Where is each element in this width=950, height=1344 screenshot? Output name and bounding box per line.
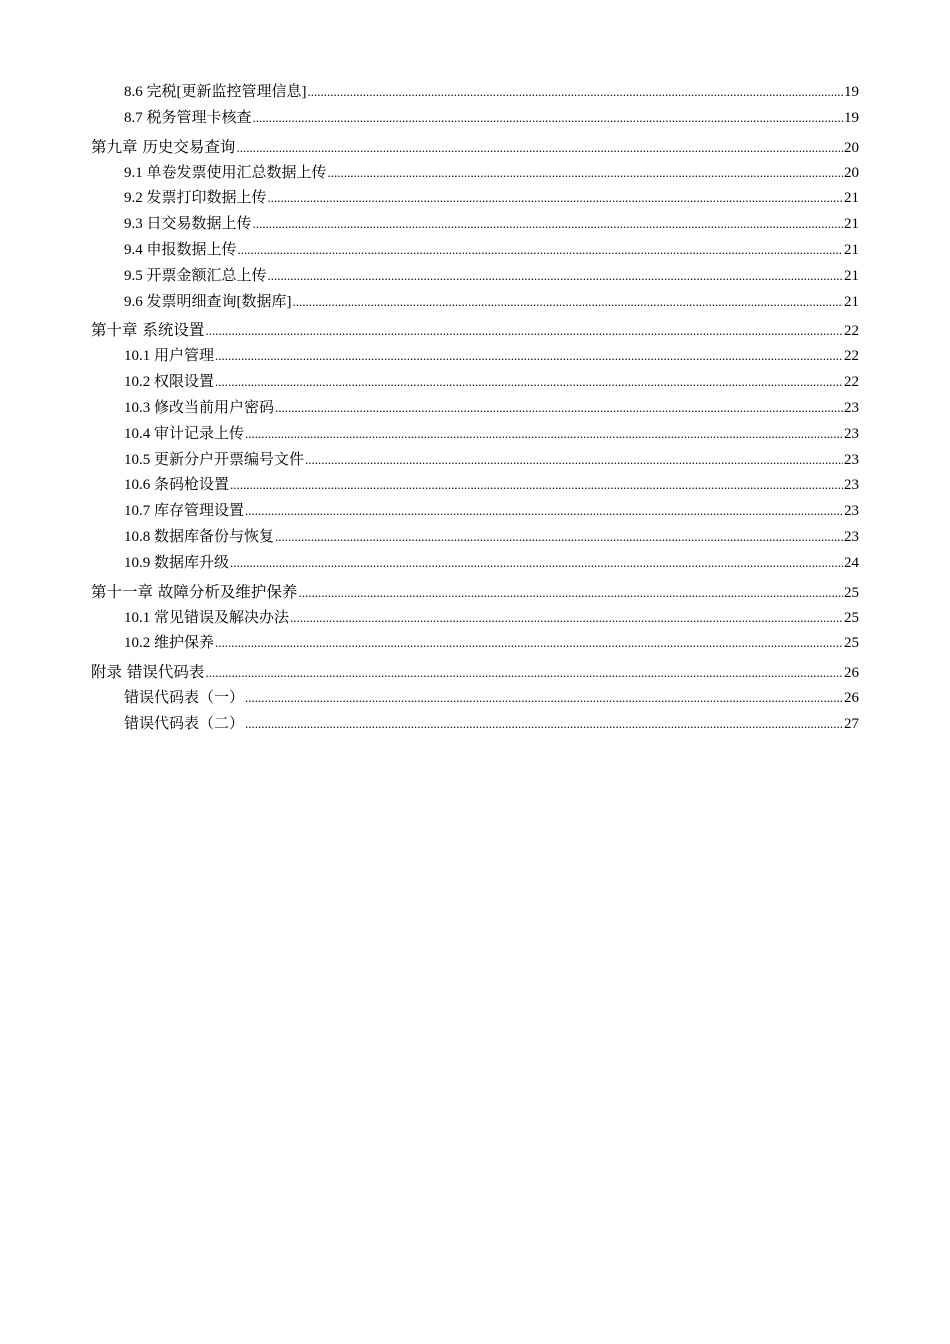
dot-leader [275,400,843,416]
toc-entry[interactable] [0,422,950,448]
toc-page-number: 21 [844,190,859,207]
toc-page-number: 20 [844,139,859,156]
toc-page-number: 21 [844,267,859,284]
toc-entry[interactable] [0,551,950,577]
toc-entry-label: 9.5 开票金额汇总上传 [124,267,267,284]
toc-entry[interactable] [0,80,950,106]
dot-leader [245,426,843,442]
toc-entry[interactable] [0,370,950,396]
toc-chapter-entry[interactable] [0,132,950,161]
toc-chapter-entry[interactable] [0,657,950,686]
toc-page-number: 26 [844,665,859,682]
dot-leader [205,323,843,339]
toc-page-number: 21 [844,241,859,258]
toc-page-number: 22 [844,323,859,340]
toc-entry[interactable] [0,473,950,499]
toc-entry-label: 错误代码表（二） [124,715,245,732]
toc-entry-label: 9.3 日交易数据上传 [124,216,252,233]
toc-entry-label: 10.2 维护保养 [124,635,215,652]
toc-page-number: 25 [844,635,859,652]
toc-entry[interactable] [0,106,950,132]
toc-entry[interactable] [0,712,950,738]
toc-chapter-label: 第十章 系统设置 [91,321,205,340]
toc-entry[interactable] [0,290,950,316]
toc-entry-label: 10.5 更新分户开票编号文件 [124,451,305,468]
dot-leader [215,374,843,390]
toc-entry-label: 10.7 库存管理设置 [124,503,245,520]
toc-page-number: 22 [844,374,859,391]
toc-page-number: 23 [844,425,859,442]
dot-leader [268,268,843,284]
dot-leader [290,610,843,626]
dot-leader [305,452,843,468]
toc-page-number: 25 [844,609,859,626]
toc-entry-label: 10.8 数据库备份与恢复 [124,528,275,545]
toc-page-number: 22 [844,348,859,365]
dot-leader [253,216,843,232]
toc-entry-label: 10.1 常见错误及解决办法 [124,609,290,626]
dot-leader [205,665,843,681]
dot-leader [230,555,843,571]
toc-chapter-entry[interactable] [0,315,950,344]
toc-entry[interactable] [0,344,950,370]
toc-entry[interactable] [0,396,950,422]
toc-entry-label: 8.6 完税[更新监控管理信息] [124,84,307,100]
toc-chapter-label: 第十一章 故障分析及维护保养 [91,582,298,601]
dot-leader [236,140,843,156]
dot-leader [238,242,843,258]
dot-leader [268,190,843,206]
toc-entry-label: 10.9 数据库升级 [124,554,230,571]
toc-page-number: 20 [844,164,859,181]
toc-chapter-label: 附录 错误代码表 [91,663,205,682]
dot-leader [230,477,843,493]
table-of-contents [0,80,950,738]
dot-leader [328,165,843,181]
toc-entry[interactable] [0,186,950,212]
toc-entry[interactable] [0,686,950,712]
toc-entry[interactable] [0,606,950,632]
dot-leader [293,294,844,310]
toc-page-number: 19 [844,84,859,100]
toc-entry-label: 10.6 条码枪设置 [124,477,230,494]
dot-leader [215,635,843,651]
toc-page-number: 27 [844,715,859,732]
toc-entry[interactable] [0,448,950,474]
toc-page-number: 23 [844,503,859,520]
dot-leader [245,716,843,732]
toc-entry-label: 错误代码表（一） [124,690,245,707]
toc-entry-label: 10.3 修改当前用户密码 [124,399,275,416]
toc-page-number: 23 [844,399,859,416]
toc-page-number: 23 [844,528,859,545]
toc-page-number: 25 [844,584,859,601]
dot-leader [298,585,843,601]
dot-leader [275,529,843,545]
toc-chapter-label: 第九章 历史交易查询 [91,137,236,156]
toc-entry-label: 9.4 申报数据上传 [124,241,237,258]
dot-leader [308,84,844,100]
toc-entry-label: 10.1 用户管理 [124,348,215,365]
dot-leader [215,348,843,364]
toc-chapter-entry[interactable] [0,577,950,606]
toc-page-number: 24 [844,554,859,571]
toc-entry[interactable] [0,499,950,525]
toc-page-number: 21 [844,293,859,310]
dot-leader [253,110,843,126]
toc-page-number: 26 [844,690,859,707]
toc-entry[interactable] [0,212,950,238]
toc-page-number: 21 [844,216,859,233]
toc-entry[interactable] [0,161,950,187]
toc-entry-label: 9.2 发票打印数据上传 [124,190,267,207]
toc-entry-label: 9.1 单卷发票使用汇总数据上传 [124,164,327,181]
toc-entry[interactable] [0,525,950,551]
toc-page-number: 23 [844,451,859,468]
toc-entry-label: 10.2 权限设置 [124,374,215,391]
toc-entry[interactable] [0,238,950,264]
toc-entry-label: 9.6 发票明细查询[数据库] [124,293,292,310]
dot-leader [245,690,843,706]
toc-entry[interactable] [0,264,950,290]
toc-page-number: 23 [844,477,859,494]
toc-entry-label: 8.7 税务管理卡核查 [124,109,252,126]
toc-entry-label: 10.4 审计记录上传 [124,425,245,442]
dot-leader [245,503,843,519]
toc-page-number: 19 [844,109,859,126]
toc-entry[interactable] [0,631,950,657]
